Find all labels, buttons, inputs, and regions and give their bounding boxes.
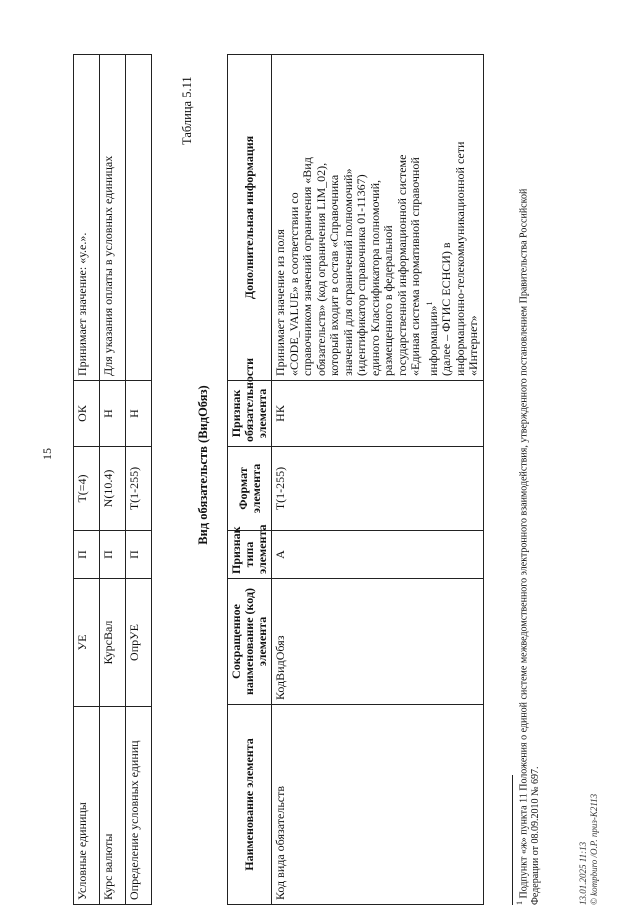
print-stamp <box>578 794 600 905</box>
cell-code: ОпрУЕ <box>126 579 152 707</box>
info-line: Принимает значение из поля <box>273 229 287 376</box>
table-row <box>74 55 100 905</box>
info-line: размещенного в федеральной <box>381 225 395 376</box>
footnote-line2: Федерации от 08.09.2010 № 697. <box>530 766 542 905</box>
cell-format: T(=4) <box>74 447 100 531</box>
footnote <box>514 25 542 905</box>
stamp-author: © kompburo /О.Р. приз-К2113 <box>589 793 599 905</box>
cell-name: Код вида обязательств <box>272 705 484 905</box>
cell-name: Определение условных единиц <box>126 707 152 905</box>
header-required: Признак обязательности элемента <box>228 381 272 447</box>
footnote-mark: 1 <box>515 901 524 905</box>
cell-type: А <box>272 531 484 579</box>
cell-required: НК <box>272 381 484 447</box>
cell-type: П <box>100 531 126 579</box>
table-row <box>126 55 152 905</box>
footnote-divider <box>512 775 513 905</box>
cell-required: Н <box>126 381 152 447</box>
top-table <box>73 54 152 905</box>
header-name: Наименование элемента <box>228 705 272 905</box>
info-line: государственной информационной системе <box>394 154 409 376</box>
cell-code: УЕ <box>74 579 100 707</box>
cell-format: T(1-255) <box>272 447 484 531</box>
info-line: (идентификатор справочника 01-11367) <box>354 174 368 376</box>
footnote-ref: 1 <box>424 301 434 306</box>
info-line: который входит в состав «Справочника <box>327 174 341 376</box>
info-line: справочником значений ограничения «Вид <box>300 157 314 376</box>
header-type: Признак типа элемента <box>228 531 272 579</box>
main-table <box>227 54 484 905</box>
header-code: Сокращенное наименование (код) элемента <box>228 579 272 705</box>
table-row <box>272 55 484 905</box>
info-line: «Интернет» <box>466 315 480 376</box>
info-line: значений для ограничений полномочий» <box>340 168 355 376</box>
table-row <box>100 55 126 905</box>
cell-required: Н <box>100 381 126 447</box>
info-line: обязательств» (код ограничения LIM_02), <box>313 162 328 376</box>
cell-name: Условные единицы <box>74 707 100 905</box>
info-line: информационно-телекоммуникационной сети <box>452 141 467 376</box>
info-line: «Единая система нормативной справочной <box>408 157 422 376</box>
info-line: единого Классификатора полномочий, <box>367 179 382 376</box>
cell-required: ОК <box>74 381 100 447</box>
stamp-date: 13.01.2025 11:13 <box>578 841 588 905</box>
table-caption: Вид обязательств (ВидОбяз) <box>196 385 210 545</box>
footnote-line1: Подпункт «ж» пункта 11 Положения о единой системе межведомственного электронного взаимодействия, утвержденного постановлением Правительства Российской <box>518 188 530 899</box>
info-line: «CODE_VALUE» в соответствии со <box>286 192 301 376</box>
table-label: Таблица 5.11 <box>180 76 194 145</box>
cell-code: КодВидОбяз <box>272 579 484 705</box>
cell-info: Принимает значение: «у.е.». <box>74 55 100 381</box>
info-line: информации»$^1$ <box>424 301 440 376</box>
cell-info <box>272 55 484 381</box>
cell-format: N(10.4) <box>100 447 126 531</box>
cell-info <box>126 55 152 381</box>
cell-name: Курс валюты <box>100 707 126 905</box>
header-format: Формат элемента <box>228 447 272 531</box>
cell-type: П <box>74 531 100 579</box>
header-info: Дополнительная информация <box>228 55 272 381</box>
cell-info: Для указания оплаты в условных единицах <box>100 55 126 381</box>
page-number: 15 <box>40 448 54 460</box>
cell-code: КурсВал <box>100 579 126 707</box>
info-line: (далее – ФГИС ЕСНСИ) в <box>439 242 453 376</box>
cell-format: T(1-255) <box>126 447 152 531</box>
cell-type: П <box>126 531 152 579</box>
